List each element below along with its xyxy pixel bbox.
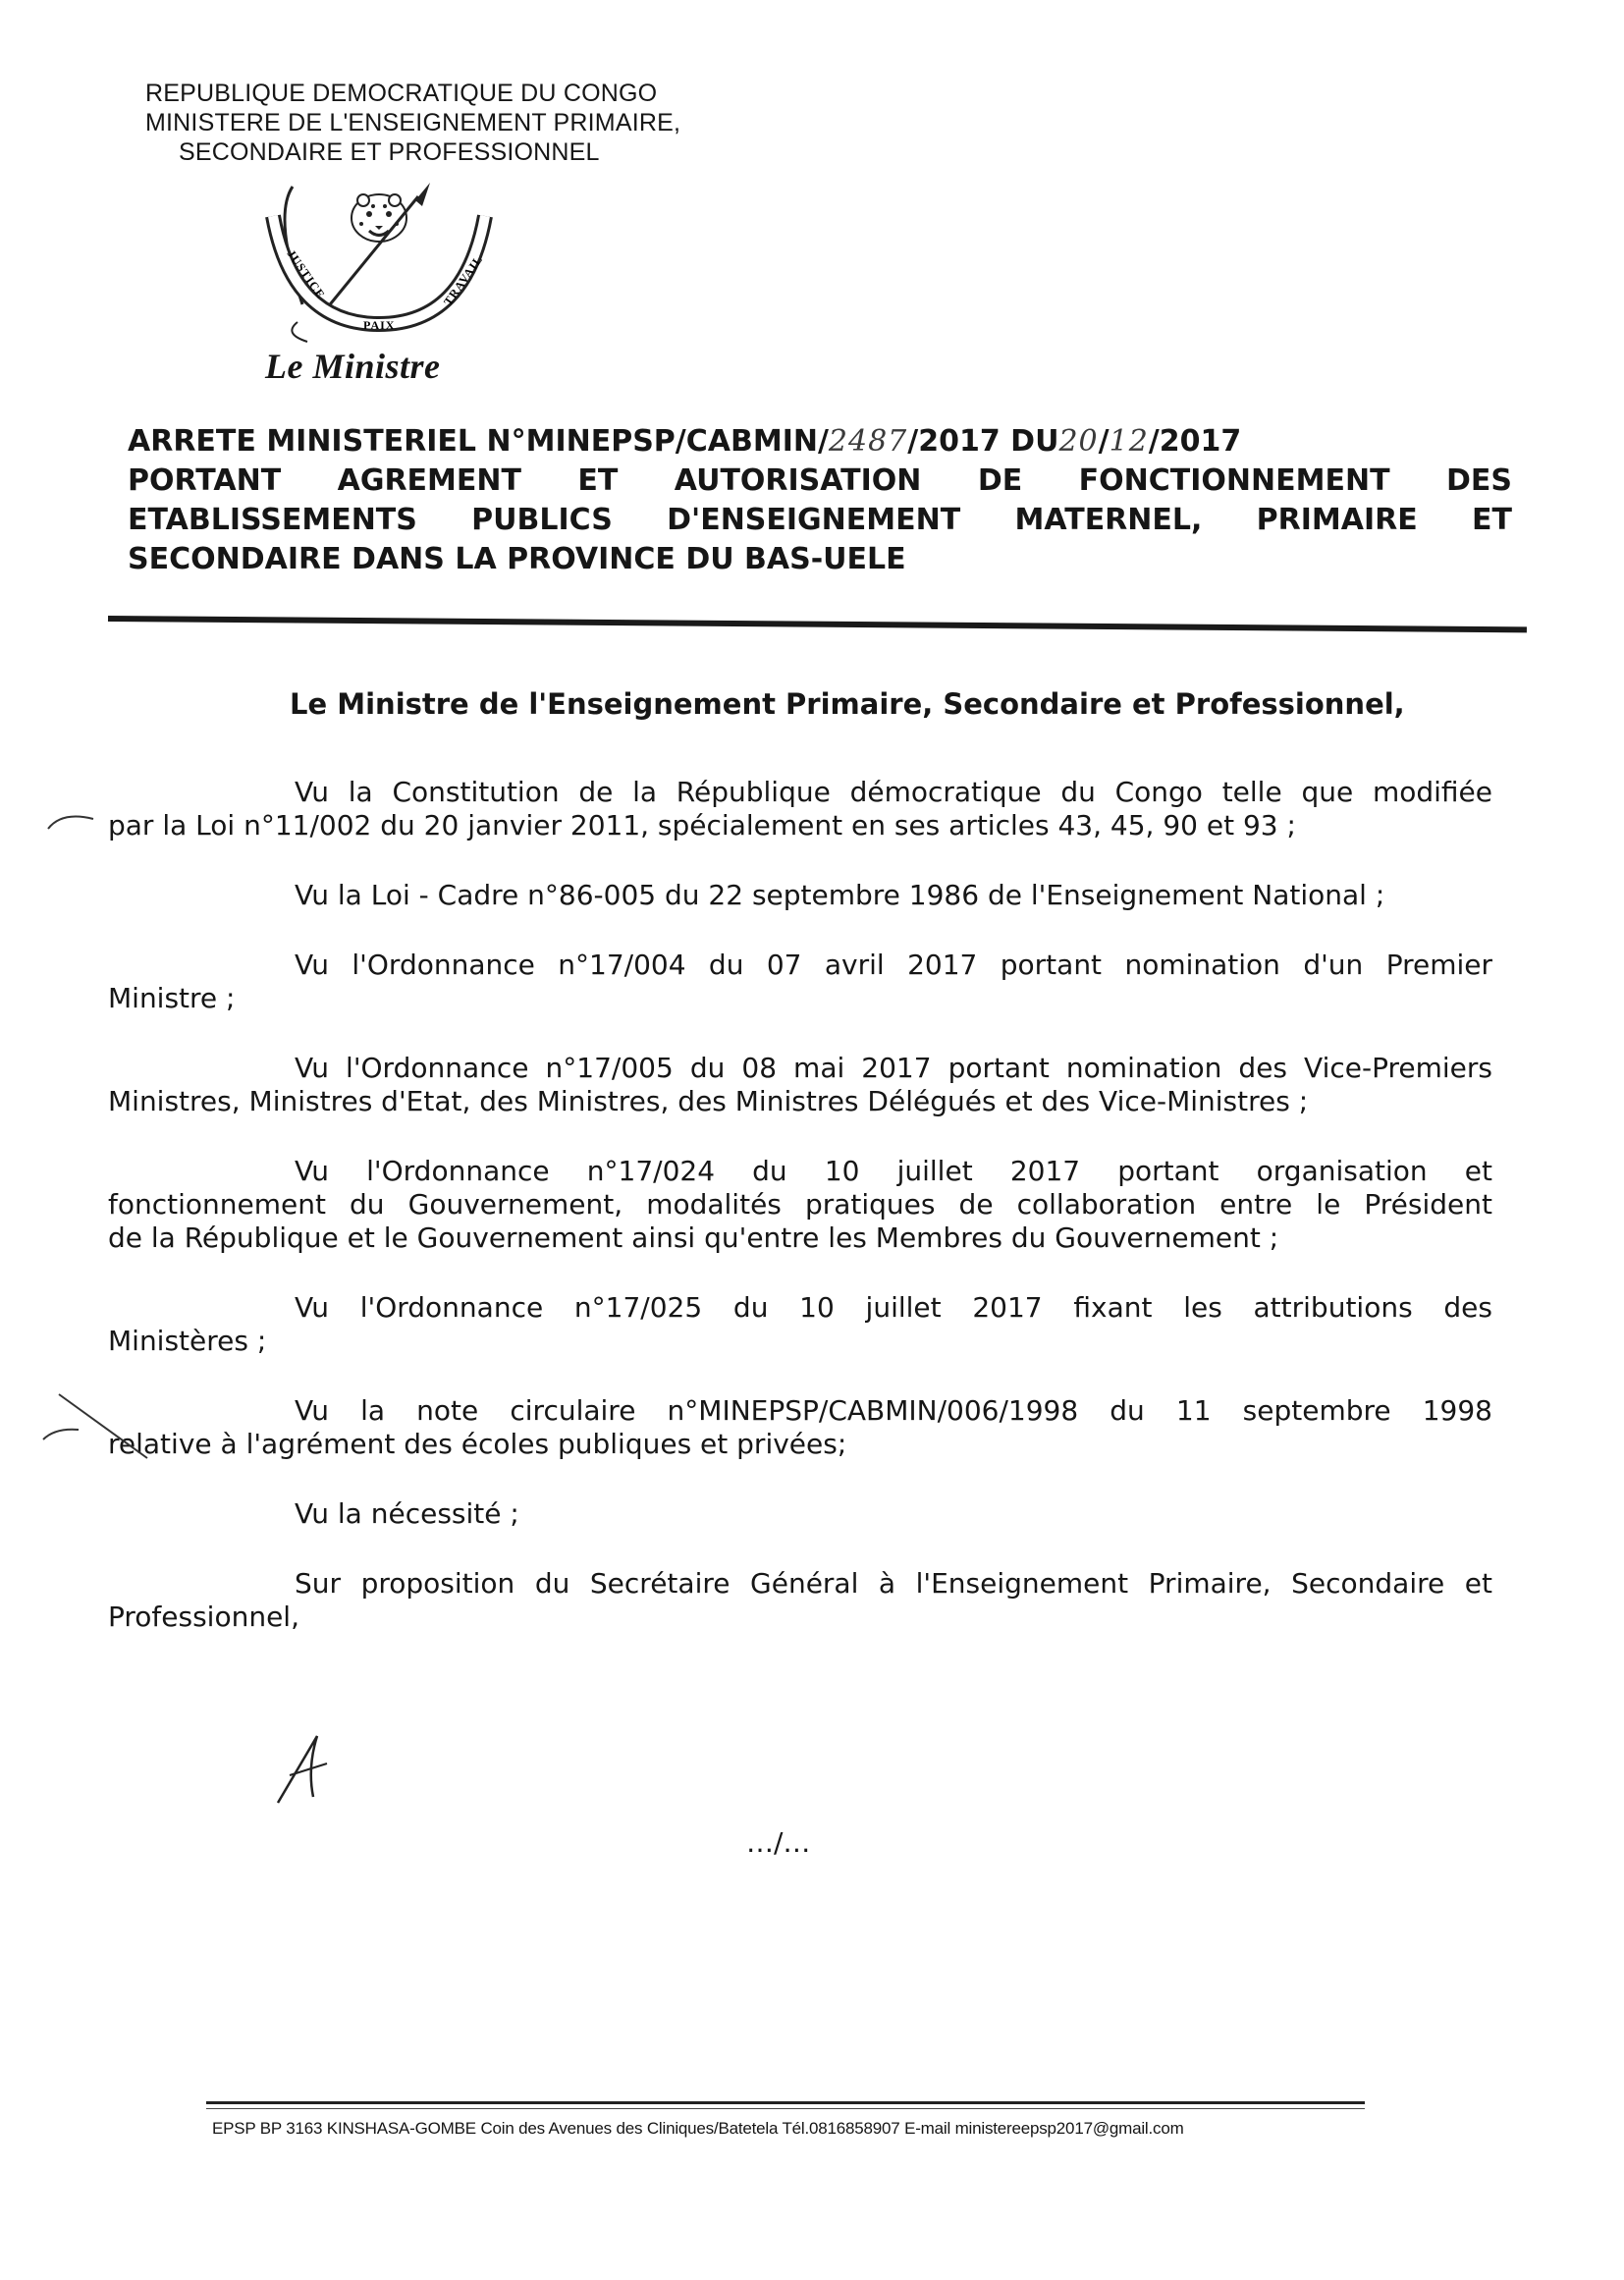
paragraph-ordonnance-005: Vu l'Ordonnance n°17/005 du 08 mai 2017 portant nomination des Vice-Premiers Ministres, Ministres d'Etat, des Ministres, des Ministres Délégués et des Vice-Ministres ;	[108, 1052, 1492, 1117]
letterhead-country: REPUBLIQUE DEMOCRATIQUE DU CONGO	[145, 80, 658, 107]
paragraph-necessite: Vu la nécessité ;	[295, 1497, 519, 1530]
decree-day-handwritten: 20	[1058, 424, 1099, 459]
minister-heading: Le Ministre de l'Enseignement Primaire, Secondaire et Professionnel,	[290, 687, 1405, 721]
seal-word-travail: TRAVAIL	[440, 252, 486, 308]
decree-number-handwritten: 2487	[828, 424, 908, 459]
leopard-head-icon	[352, 194, 406, 242]
decree-title	[128, 422, 1512, 579]
footer-divider	[206, 2101, 1365, 2104]
preamble	[108, 776, 1492, 1670]
paragraph-ordonnance-025: Vu l'Ordonnance n°17/025 du 10 juillet 2017 fixant les attributions des Ministères ;	[108, 1291, 1492, 1357]
congo-coat-of-arms-icon	[253, 177, 518, 344]
paraph-initial-icon	[270, 1728, 339, 1807]
decree-number-line: ARRETE MINISTERIEL N°MINEPSP/CABMIN/2487/2017 DU20/12/2017	[128, 424, 1242, 459]
decree-month-handwritten: 12	[1109, 424, 1149, 459]
letterhead	[137, 79, 766, 167]
letterhead-ministry: MINISTERE DE L'ENSEIGNEMENT PRIMAIRE,	[145, 109, 681, 136]
paragraph-note-circulaire: Vu la note circulaire n°MINEPSP/CABMIN/006/1998 du 11 septembre 1998 relative à l'agrément des écoles publiques et privées;	[108, 1394, 1492, 1460]
seal-word-paix: PAIX	[363, 318, 396, 332]
paragraph-proposition: Sur proposition du Secrétaire Général à l'Enseignement Primaire, Secondaire et Professionnel,	[108, 1567, 1492, 1633]
letterhead-ministry-cont: SECONDAIRE ET PROFESSIONNEL	[179, 138, 600, 166]
continuation-mark: …/…	[746, 1826, 811, 1859]
decree-subject-line-1: PORTANT AGREMENT ET AUTORISATION DE FONCTIONNEMENT DES	[128, 463, 1512, 498]
decree-subject-line-2: ETABLISSEMENTS PUBLICS D'ENSEIGNEMENT MATERNEL, PRIMAIRE ET	[128, 503, 1512, 537]
paragraph-ordonnance-024: Vu l'Ordonnance n°17/024 du 10 juillet 2017 portant organisation et fonctionnement du Gouvernement, modalités pratiques de collaboration entre le Président de la République et le Gouvernement ainsi qu'entre les Membres du Gouvernement ;	[108, 1155, 1492, 1254]
seal-word-justice: JUSTICE	[284, 246, 329, 301]
paragraph-ordonnance-004: Vu l'Ordonnance n°17/004 du 07 avril 2017 portant nomination d'un Premier Ministre ;	[108, 949, 1492, 1014]
decree-subject-line-3: SECONDAIRE DANS LA PROVINCE DU BAS-UELE	[128, 542, 906, 576]
footer-divider-thin	[206, 2108, 1365, 2109]
footer-contact: EPSP BP 3163 KINSHASA-GOMBE Coin des Avenues des Cliniques/Batetela Tél.0816858907 E-mail ministereepsp2017@gmail.com	[212, 2119, 1184, 2138]
margin-pen-mark-icon	[44, 805, 103, 835]
paragraph-loi-cadre: Vu la Loi - Cadre n°86-005 du 22 septembre 1986 de l'Enseignement National ;	[295, 879, 1385, 911]
margin-pen-stroke-icon	[39, 1384, 157, 1463]
signature-title: Le Ministre	[265, 347, 441, 386]
title-divider	[108, 616, 1527, 632]
paragraph-constitution: Vu la Constitution de la République démocratique du Congo telle que modifiée par la Loi n°11/002 du 20 janvier 2011, spécialement en ses articles 43, 45, 90 et 93 ;	[108, 776, 1492, 841]
